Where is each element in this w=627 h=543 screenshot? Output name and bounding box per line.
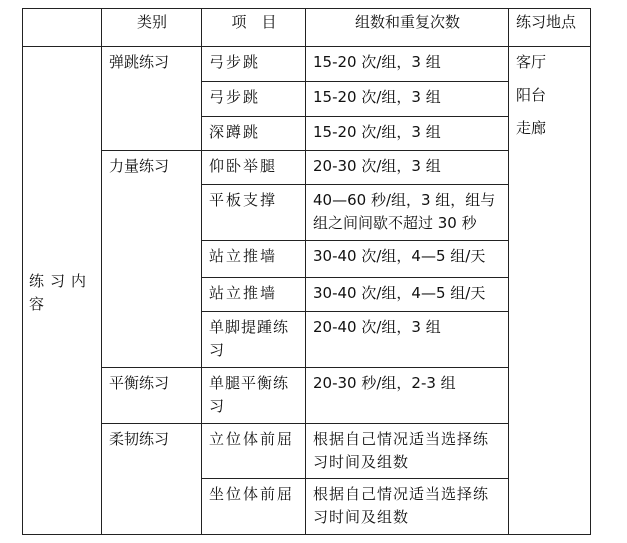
exercise-plan-table <box>22 8 591 535</box>
item-cell: 坐位体前屈 <box>202 479 306 535</box>
item-cell: 站立推墙 <box>202 241 306 278</box>
table-row <box>23 424 591 479</box>
amount-cell: 40—60 秒/组，3 组，组与组之间间歇不超过 30 秒 <box>306 185 509 241</box>
item-cell: 单腿平衡练习 <box>202 368 306 424</box>
amount-cell: 根据自己情况适当选择练习时间及组数 <box>306 479 509 535</box>
location-item: 客厅 <box>516 53 547 71</box>
amount-cell: 30-40 次/组，4—5 组/天 <box>306 241 509 278</box>
amount-cell: 15-20 次/组，3 组 <box>306 117 509 151</box>
item-cell: 弓步跳 <box>202 47 306 82</box>
category-cell: 柔韧练习 <box>102 424 202 535</box>
location-cell <box>509 47 591 535</box>
item-cell: 站立推墙 <box>202 278 306 312</box>
amount-cell: 15-20 次/组，3 组 <box>306 82 509 117</box>
location-item: 阳台 <box>516 86 547 104</box>
item-cell: 单脚提踵练习 <box>202 312 306 368</box>
amount-cell: 20-30 次/组，3 组 <box>306 151 509 185</box>
amount-cell: 15-20 次/组，3 组 <box>306 47 509 82</box>
header-location: 练习地点 <box>509 9 591 47</box>
category-cell: 弹跳练习 <box>102 47 202 151</box>
header-amount: 组数和重复次数 <box>306 9 509 47</box>
table-row <box>23 368 591 424</box>
amount-cell: 20-30 秒/组，2-3 组 <box>306 368 509 424</box>
header-row <box>23 9 591 47</box>
item-cell: 弓步跳 <box>202 82 306 117</box>
category-cell: 平衡练习 <box>102 368 202 424</box>
amount-cell: 30-40 次/组，4—5 组/天 <box>306 278 509 312</box>
amount-cell: 20-40 次/组，3 组 <box>306 312 509 368</box>
category-cell: 力量练习 <box>102 151 202 368</box>
section-label: 练习内容 <box>23 47 102 535</box>
header-item: 项 目 <box>202 9 306 47</box>
item-cell: 立位体前屈 <box>202 424 306 479</box>
table-row <box>23 151 591 185</box>
header-blank <box>23 9 102 47</box>
table-row <box>23 47 591 82</box>
item-cell: 深蹲跳 <box>202 117 306 151</box>
item-cell: 仰卧举腿 <box>202 151 306 185</box>
item-cell: 平板支撑 <box>202 185 306 241</box>
location-item: 走廊 <box>516 119 547 137</box>
amount-cell: 根据自己情况适当选择练习时间及组数 <box>306 424 509 479</box>
header-category: 类别 <box>102 9 202 47</box>
